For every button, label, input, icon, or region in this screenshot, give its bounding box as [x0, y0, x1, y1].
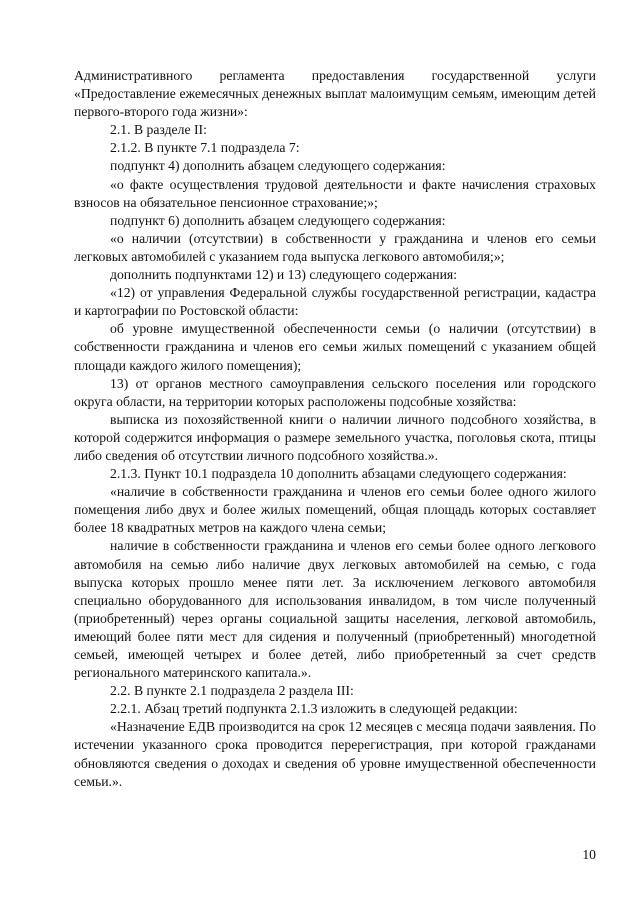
- paragraph-11: 13) от органов местного самоуправления сельского поселения или городского округа области, на территории которых расположены подсобные хозяйства:: [74, 375, 596, 409]
- document-body: [74, 67, 596, 791]
- paragraph-17: 2.2.1. Абзац третий подпункта 2.1.3 изложить в следующей редакции:: [110, 701, 518, 717]
- paragraph-2: 2.1. В разделе II:: [110, 122, 207, 138]
- paragraph-12: выписка из похозяйственной книги о наличии личного подсобного хозяйства, в которой содержится информация о размере земельного участка, поголовья скота, птицы либо сведения об отсутствии личного подсобного хозяйства.».: [74, 411, 596, 463]
- paragraph-7: «о наличии (отсутствии) в собственности у гражданина и членов его семьи легковых автомобилей с указанием года выпуска легкового автомобиля;»;: [74, 230, 596, 264]
- paragraph-3: 2.1.2. В пункте 7.1 подраздела 7:: [110, 140, 300, 156]
- paragraph-6: подпункт 6) дополнить абзацем следующего содержания:: [110, 212, 446, 228]
- paragraph-5: «о факте осуществления трудовой деятельности и факте начисления страховых взносов на обязательное пенсионное страхование;»;: [74, 176, 596, 210]
- paragraph-10: об уровне имущественной обеспеченности семьи (о наличии (отсутствии) в собственности гражданина и членов его семьи жилых помещений с указанием общей площади каждого жилого помещения);: [74, 321, 596, 373]
- paragraph-4: подпункт 4) дополнить абзацем следующего содержания:: [110, 158, 446, 174]
- paragraph-16: 2.2. В пункте 2.1 подраздела 2 раздела III:: [110, 683, 354, 699]
- paragraph-9: «12) от управления Федеральной службы государственной регистрации, кадастра и картографии по Ростовской области:: [74, 285, 596, 319]
- paragraph-8: дополнить подпунктами 12) и 13) следующего содержания:: [110, 267, 458, 283]
- page-number: 10: [582, 847, 596, 862]
- paragraph-15: наличие в собственности гражданина и членов его семьи более одного легкового автомобиля на семью либо наличие двух легковых автомобилей на семью, с года выпуска которых прошло менее пяти лет. За исключением легкового автомобиля специально оборудованного для использования инвалидом, в том числе полученный (приобретенный) через органы социальной защиты населения, легковой автомобиль, имеющий более пяти мест для сидения и полученный (приобретенный) многодетной семьей, имеющей четырех и более детей, либо приобретенный за счет средств регионального материнского капитала.».: [74, 538, 596, 681]
- paragraph-14: «наличие в собственности гражданина и членов его семьи более одного жилого помещения либо двух и более жилых помещений, общая площадь которых составляет более 18 квадратных метров на каждого члена семьи;: [74, 484, 596, 536]
- paragraph-1: Административного регламента предоставления государственной услуги «Предоставление ежемесячных денежных выплат малоимущим семьям, имеющим детей первого-второго года жизни»:: [74, 68, 596, 120]
- paragraph-13: 2.1.3. Пункт 10.1 подраздела 10 дополнить абзацами следующего содержания:: [110, 466, 567, 482]
- paragraph-18: «Назначение ЕДВ производится на срок 12 месяцев с месяца подачи заявления. По истечении указанного срока проводится перерегистрация, при которой гражданами обновляются сведения о доходах и сведения об уровне имущественной обеспеченности семьи.».: [74, 719, 596, 789]
